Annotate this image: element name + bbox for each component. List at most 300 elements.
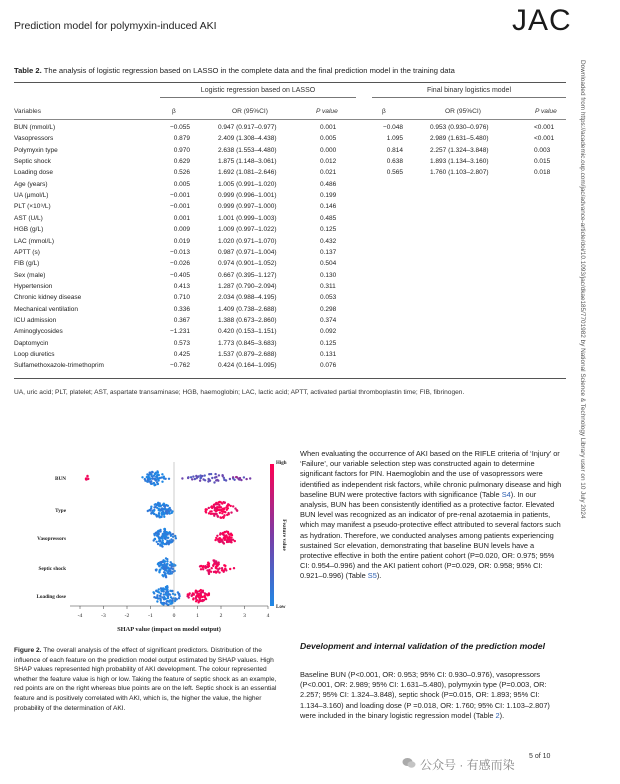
table-label: Table 2. [14,66,42,75]
shap-point [208,507,210,509]
table-footnote: UA, uric acid; PLT, platelet; AST, aspartate transaminase; HGB, haemoglobin; LAC, lactic acid; APTT, activated partial thromboplastin time; FIB, fibrinogen. [14,389,465,396]
cell-p1: 0.076 [320,362,337,370]
shap-point [213,560,215,562]
x-tick-label: 0 [172,613,176,619]
cell-p1: 0.311 [320,282,336,290]
shap-point [181,477,183,479]
cell-b1: 0.367 [173,316,190,324]
table-row [0,180,620,191]
cell-p1: 0.374 [320,316,337,324]
shap-point [214,473,216,475]
cell-v: Mechanical ventilation [14,305,78,313]
shap-point [161,537,163,539]
table-bottom-rule [14,378,566,379]
shap-point [221,539,223,541]
cell-v: Septic shock [14,158,51,166]
shap-summary-plot [10,450,292,636]
shap-point [226,509,228,511]
cell-p2: 0.018 [534,169,551,177]
shap-point [149,473,151,475]
table-row [0,225,620,236]
journal-logo: JAC [512,4,572,37]
cell-v: UA (μmol/L) [14,192,49,200]
shap-point [156,541,158,543]
shap-point [169,509,171,511]
table-row [0,327,620,338]
table-s5-link[interactable]: S5 [367,571,377,581]
shap-point [215,565,217,567]
cell-b2: 0.814 [386,146,403,154]
cell-b1: −0.013 [169,248,190,256]
group-rule-lasso [160,97,356,98]
shap-point [221,567,223,569]
cell-p1: 0.131 [320,351,337,358]
shap-point [218,537,220,539]
shap-point [213,571,215,573]
table-row [0,305,620,316]
shap-point [154,473,156,475]
shap-point [199,480,201,482]
cell-v: Chronic kidney disease [14,294,82,302]
x-ticks [78,606,270,619]
shap-point [249,477,251,479]
shap-point [225,479,227,481]
shap-point [192,475,194,477]
table-row [0,259,620,270]
cell-v: APTT (s) [14,248,40,256]
shap-point [229,534,231,536]
col-header-or-2: OR (95%CI) [445,108,481,115]
cell-p1: 0.000 [320,146,337,154]
table-row [0,339,620,350]
shap-point [165,536,167,538]
shap-point [204,592,206,594]
cell-v: Daptomycin [14,339,49,347]
shap-point [187,476,189,478]
shap-point [221,569,223,571]
table-2-link[interactable]: 2 [495,710,500,720]
page-number: 5 of 10 [529,753,551,760]
cell-b2: 0.638 [386,158,403,166]
cell-b1: 0.879 [173,135,190,143]
group-header-lasso: Logistic regression based on LASSO [200,87,316,94]
table-top-rule [14,82,566,83]
cell-or1: 0.420 (0.153–1.151) [218,328,277,336]
x-tick-label: -2 [124,613,130,619]
para1-text-c: ). [376,571,382,581]
shap-point [151,478,153,480]
shap-point [85,478,87,480]
shap-point [222,532,224,534]
cell-b1: −0.762 [169,362,190,370]
table-caption [14,66,455,75]
cell-b1: 0.001 [173,214,190,222]
shap-point [227,538,229,540]
shap-point [240,479,242,481]
shap-point [161,473,163,475]
shap-point [232,476,234,478]
col-header-beta-2: β [382,108,386,115]
shap-point [214,513,216,515]
cell-p2: 0.003 [534,146,551,154]
colorbar-high: High [276,461,287,466]
shap-point [141,476,143,478]
cell-b1: −1.231 [169,328,190,336]
cell-v: HGB (g/L) [14,226,44,234]
col-header-or-1: OR (95%CI) [232,108,268,115]
table-s4-link[interactable]: S4 [501,489,511,499]
shap-point [202,590,204,592]
shap-point [229,539,231,541]
shap-point [224,568,226,570]
shap-point [158,591,160,593]
shap-point [161,481,163,483]
shap-point [158,514,160,516]
shap-point [148,478,150,480]
body-paragraph-1 [300,449,562,582]
cell-v: Age (years) [14,180,48,188]
shap-point [223,542,225,544]
shap-point [219,516,221,518]
shap-point [156,515,158,517]
x-tick-label: 1 [196,613,199,619]
shap-point [166,600,168,602]
shap-point [161,566,163,568]
shap-point [219,512,221,514]
table-row [0,316,620,327]
shap-point [174,564,176,566]
shap-point [209,510,211,512]
shap-point [150,506,152,508]
shap-point [156,475,158,477]
shap-point [149,509,151,511]
table-row [0,248,620,259]
cell-or1: 1.001 (0.999–1.003) [218,214,277,222]
shap-point [217,516,219,518]
shap-point [230,511,232,513]
shap-point [160,561,162,563]
cell-or2: 2.989 (1.631–5.480) [430,135,489,143]
shap-point [221,502,223,504]
shap-point [165,557,167,559]
shap-point [203,595,205,597]
table-row [0,202,620,213]
shap-point [216,535,218,537]
shap-point [166,563,168,565]
shap-point [191,478,193,480]
cell-b1: −0.026 [169,260,190,268]
shap-point [190,476,192,478]
cell-or1: 1.875 (1.148–3.061) [218,158,277,166]
table-row [0,214,620,225]
shap-point [163,503,165,505]
shap-point [86,475,88,477]
shap-point [166,512,168,514]
cell-b1: −0.055 [169,124,190,131]
shap-point [164,478,166,480]
shap-point [198,590,200,592]
shap-point [155,569,157,571]
shap-point [159,505,161,507]
shap-point [163,533,165,535]
shap-point [202,566,204,568]
cell-b1: −0.405 [169,271,190,279]
shap-point [158,509,160,511]
table-row [0,157,620,168]
cell-or1: 1.773 (0.845–3.683) [218,339,277,347]
shap-point [218,474,220,476]
col-header-p-1: P value [316,108,338,115]
cell-b1: 0.970 [173,146,190,154]
shap-point [194,478,196,480]
x-tick-label: 4 [266,613,270,619]
shap-point [218,571,220,573]
shap-point [157,533,159,535]
cell-p1: 0.504 [320,260,337,268]
para2-text-b: ). [499,710,505,720]
table-row [0,134,620,145]
shap-point [199,592,201,594]
shap-point [213,481,215,483]
shap-point [163,516,165,518]
cell-p1: 0.005 [320,135,337,143]
table-row [0,168,620,179]
cell-p1: 0.485 [320,214,337,222]
cell-p1: 0.125 [320,226,337,234]
cell-or1: 0.424 (0.164–1.095) [218,362,277,370]
table-row [0,271,620,282]
colorbar-low: Low [276,605,286,610]
feature-labels [36,476,66,600]
shap-point [154,478,156,480]
cell-or1: 0.667 (0.395–1.127) [218,271,277,279]
cell-p1: 0.012 [320,158,337,166]
shap-point [163,561,165,563]
shap-point [156,481,158,483]
shap-point [234,540,236,542]
shap-point [217,568,219,570]
shap-point [186,595,188,597]
section-heading: Development and internal validation of the prediction model [300,641,545,651]
shap-point [163,590,165,592]
shap-point [153,510,155,512]
shap-point [146,476,148,478]
shap-point [152,482,154,484]
shap-point [163,597,165,599]
shap-point [199,599,201,601]
shap-point [163,602,165,604]
shap-point [166,587,168,589]
shap-point [229,568,231,570]
shap-point [167,505,169,507]
cell-b1: 0.005 [173,180,190,188]
table-row [0,146,620,157]
shap-point [147,510,149,512]
shap-point [156,600,158,602]
cell-p1: 0.432 [320,237,337,245]
shap-point [144,480,146,482]
cell-or1: 2.034 (0.988–4.195) [218,294,277,302]
shap-point [174,535,176,537]
cell-b1: 0.425 [173,351,190,358]
cell-b1: 0.009 [173,226,190,234]
shap-point [211,477,213,479]
shap-point [215,537,217,539]
shap-point [167,572,169,574]
shap-point [153,484,155,486]
shap-point [215,479,217,481]
shap-point [174,594,176,596]
para2-text-a: Baseline BUN (P<0.001, OR: 0.953; 95% CI: 0.930–0.976), vasopressors (P<0.001, OR: 2.989; 95% CI: 1.631–5.480), polymyxin type (P=0.003, OR: 2.257; 95% CI: 1.324–3.848), septic shock (P=0.015, OR: 1.893; 95% CI: 1.134–3.160) and loading dose (P =0.018, OR: 1.760; 95% CI: 1.103–2.807) were included in the binary logistic regression model (Table [300,670,550,720]
shap-point [192,598,194,600]
shap-point [204,479,206,481]
shap-point [171,512,173,514]
shap-point [216,509,218,511]
cell-or1: 2.409 (1.308–4.438) [218,135,277,143]
shap-point [224,564,226,566]
shap-point [151,475,153,477]
table-caption-text: The analysis of logistic regression based on LASSO in the complete data and the final prediction model in the training data [43,66,455,75]
table-row [0,123,620,134]
shap-point [161,574,163,576]
cell-or1: 0.999 (0.996–1.001) [218,192,277,200]
shap-point [157,563,159,565]
shap-point [159,595,161,597]
shap-point [195,596,197,598]
shap-point [155,532,157,534]
feature-label: Vasopressors [37,536,66,542]
shap-point [203,599,205,601]
shap-point [195,475,197,477]
shap-point [163,571,165,573]
group-rule-final [372,97,566,98]
x-axis-label: SHAP value (impact on model output) [117,626,221,633]
shap-point [245,478,247,480]
cell-p1: 0.486 [320,180,337,188]
cell-or2: 2.257 (1.324–3.848) [430,146,489,154]
shap-point [218,504,220,506]
shap-point [232,505,234,507]
shap-point [175,537,177,539]
x-tick-label: 3 [243,613,246,619]
cell-or2: 1.893 (1.134–3.160) [430,158,489,166]
shap-point [162,476,164,478]
shap-point [208,573,210,575]
cell-or1: 2.638 (1.553–4.480) [218,146,277,154]
wechat-icon [402,757,416,769]
feature-label: Type [55,508,66,514]
cell-or1: 1.020 (0.971–1.070) [218,237,277,245]
shap-point [207,562,209,564]
cell-or1: 1.287 (0.790–2.094) [218,282,277,290]
shap-point [216,506,218,508]
x-tick-label: -4 [77,613,83,619]
shap-point [158,565,160,567]
cell-b1: −0.001 [169,203,190,211]
header-rule [14,119,566,120]
cell-p1: 0.021 [320,169,337,177]
shap-point [223,477,225,479]
shap-point [200,568,202,570]
shap-point [218,501,220,503]
cell-v: Vasopressors [14,135,54,143]
shap-point [219,506,221,508]
shap-point [200,594,202,596]
shap-point [234,507,236,509]
cell-or1: 1.009 (0.997–1.022) [218,226,277,234]
shap-point [166,560,168,562]
shap-point [226,541,228,543]
shap-point [223,514,225,516]
shap-point [223,534,225,536]
shap-point [178,597,180,599]
shap-point [166,533,168,535]
para1-text-b: ). In our analysis, BUN has been consistently identified as a protective factor. Elevated BUN level was recognized as an indicator of pre-renal azotaemia in patients, which may manifest a pseudo-protective effect attributed to several factors such as hydration. Therefore, we conducted analyses among patients experiencing sustained Scr elevation, demonstrating that baseline BUN levels have a protective effective in both the entire patient cohort (P=0.020, OR: 0.975; 95% CI: 0.954–0.996) and the AKI patient cohort (P=0.029, OR: 0.958; 95% CI: 0.921–0.996) (Table [300,489,561,581]
shap-point [152,591,154,593]
shap-point [159,598,161,600]
shap-point [155,597,157,599]
shap-point [195,600,197,602]
cell-p1: 0.125 [320,339,337,347]
shap-point [169,572,171,574]
shap-point [171,563,173,565]
cell-b1: 0.573 [173,339,190,347]
shap-point [210,571,212,573]
cell-or2: 1.760 (1.103–2.807) [430,169,489,177]
shap-point [204,474,206,476]
shap-point [166,592,168,594]
shap-point [169,532,171,534]
cell-or1: 1.409 (0.738–2.688) [218,305,277,313]
shap-point [239,477,241,479]
cell-b1: 0.019 [173,237,190,245]
shap-point [167,537,169,539]
table-row [0,361,620,372]
cell-b2: 1.095 [386,135,403,143]
shap-point [167,595,169,597]
shap-point [169,594,171,596]
shap-point [224,501,226,503]
shap-point [213,506,215,508]
cell-or2: 0.953 (0.930–0.976) [430,124,489,131]
figure-caption [14,646,284,713]
table-row [0,191,620,202]
shap-point [170,590,172,592]
shap-point [153,506,155,508]
shap-point [158,588,160,590]
shap-point [163,513,165,515]
shap-point [208,565,210,567]
feature-label: Septic shock [38,566,66,572]
cell-v: Sulfamethoxazole-trimethoprim [14,362,104,370]
cell-v: BUN (mmol/L) [14,124,56,131]
shap-point [157,543,159,545]
cell-b2: 0.565 [386,169,403,177]
cell-or1: 1.388 (0.673–2.860) [218,316,277,324]
shap-point [158,570,160,572]
cell-v: Loading dose [14,169,54,177]
running-title: Prediction model for polymyxin-induced AKI [14,20,217,32]
shap-points [85,470,252,606]
shap-point [166,590,168,592]
shap-point [219,532,221,534]
shap-point [207,594,209,596]
shap-point [159,530,161,532]
cell-b2: −0.048 [382,124,403,131]
shap-point [164,505,166,507]
col-header-beta-1: β [172,108,176,115]
shap-point [149,481,151,483]
